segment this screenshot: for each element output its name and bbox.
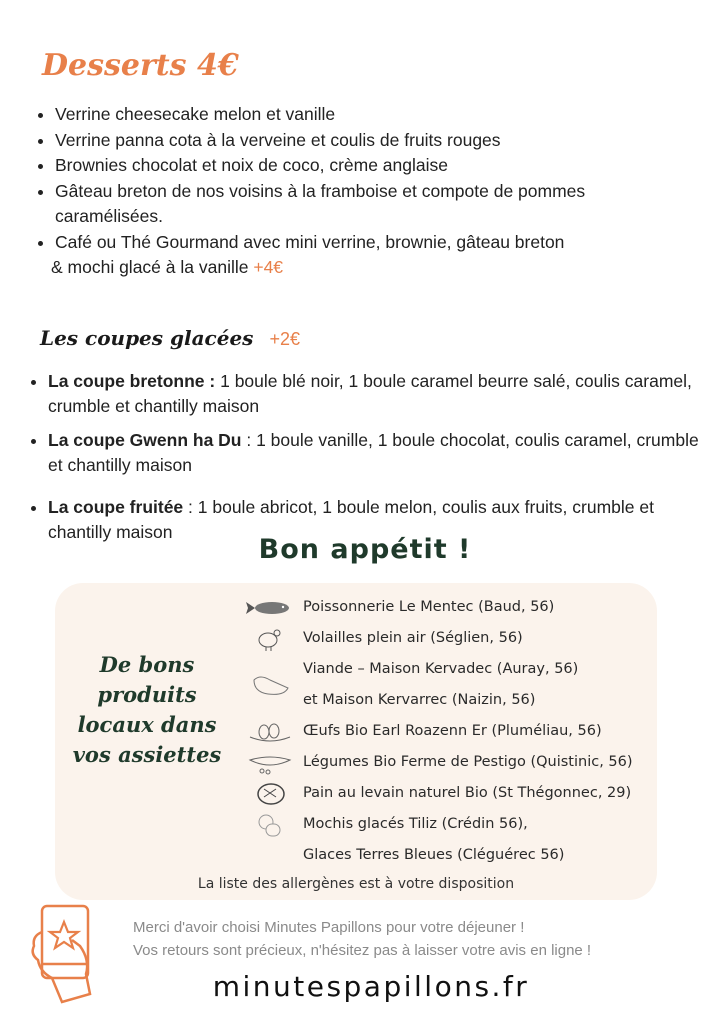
- thanks-line: Vos retours sont précieux, n'hésitez pas à laisser votre avis en ligne !: [133, 942, 592, 959]
- coupe-name: La coupe bretonne :: [48, 371, 216, 391]
- coupe-desc: 1 boule blé noir, 1 boule caramel beurre salé, coulis caramel, crumble et chantilly maison: [48, 371, 692, 416]
- extra-price: +4€: [253, 257, 284, 277]
- supplier-item: Volailles plein air (Séglien, 56): [303, 630, 523, 646]
- coupe-desc: : 1 boule vanille, 1 boule chocolat, coulis caramel, crumble et chantilly maison: [48, 430, 699, 475]
- list-item: • Verrine cheesecake melon et vanille: [55, 102, 695, 128]
- meat-icon: [244, 672, 296, 698]
- bread-icon: [244, 781, 296, 807]
- bon-appetit-heading: Bon appétit !: [258, 534, 472, 565]
- coupe-name: La coupe fruitée: [48, 497, 184, 517]
- desserts-list: [30, 102, 695, 281]
- eggs-icon: [244, 719, 296, 745]
- list-item: • Gâteau breton de nos voisins à la framboise et compote de pommes caramélisées.: [55, 179, 645, 230]
- supplier-item: et Maison Kervarrec (Naizin, 56): [303, 692, 536, 708]
- coupes-heading: [40, 326, 300, 350]
- coupe-item: [24, 369, 708, 419]
- coupe-desc: : 1 boule abricot, 1 boule melon, coulis aux fruits, crumble et chantilly maison: [48, 497, 654, 542]
- list-item-text: Café ou Thé Gourmand avec mini verrine, brownie, gâteau breton: [55, 231, 565, 252]
- supplier-item: Poissonnerie Le Mentec (Baud, 56): [303, 599, 555, 615]
- supplier-item: Mochis glacés Tiliz (Crédin 56),: [303, 816, 528, 832]
- coupes-price: +2€: [269, 329, 300, 349]
- list-item: • Verrine panna cota à la verveine et coulis de fruits rouges: [55, 128, 695, 154]
- allergens-note: La liste des allergènes est à votre disposition: [197, 876, 515, 892]
- local-products-title: De bons produits locaux dans vos assiettes: [72, 652, 222, 767]
- supplier-item: Œufs Bio Earl Roazenn Er (Pluméliau, 56): [303, 723, 602, 739]
- list-item-text: & mochi glacé à la vanille: [51, 257, 249, 277]
- coupes-title: Les coupes glacées: [40, 326, 254, 350]
- thanks-line: Merci d'avoir choisi Minutes Papillons pour votre déjeuner !: [133, 919, 525, 936]
- coupe-name: La coupe Gwenn ha Du: [48, 430, 242, 450]
- fish-icon: [244, 595, 296, 621]
- list-item: [51, 230, 695, 281]
- supplier-item: Viande – Maison Kervadec (Auray, 56): [303, 661, 579, 677]
- desserts-title: Desserts 4€: [42, 48, 239, 83]
- list-item: • Brownies chocolat et noix de coco, crème anglaise: [55, 153, 695, 179]
- supplier-item: Pain au levain naturel Bio (St Thégonnec, 29): [303, 785, 632, 801]
- peas-icon: [244, 750, 296, 776]
- mochi-icon: [244, 812, 296, 838]
- coupe-item: [24, 428, 708, 478]
- supplier-item: Glaces Terres Bleues (Cléguérec 56): [303, 847, 565, 863]
- website-link[interactable]: minutespapillons.fr: [212, 970, 530, 1003]
- thanks-message: [133, 916, 591, 962]
- supplier-item: Légumes Bio Ferme de Pestigo (Quistinic, 56): [303, 754, 633, 770]
- list-item-continuation: [51, 255, 695, 281]
- chicken-icon: [244, 626, 296, 652]
